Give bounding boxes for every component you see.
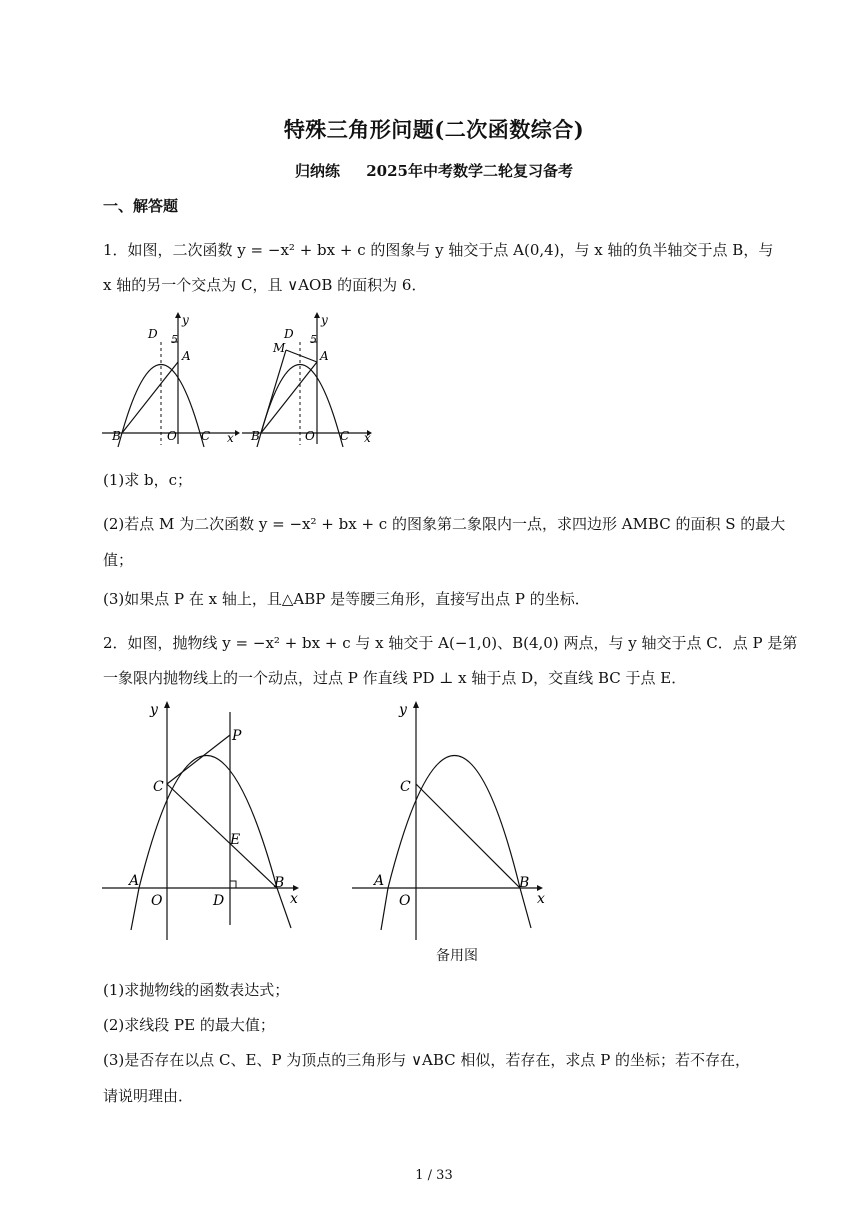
label-C: C [201, 429, 211, 443]
document-title: 特殊三角形问题(二次函数综合) [283, 117, 585, 142]
label-O: O [167, 429, 177, 443]
label-y: y [321, 313, 328, 327]
page-number: 1 / 33 [415, 1168, 453, 1183]
label-x: x [364, 431, 371, 445]
segment-CB [167, 784, 277, 888]
label-M: M [273, 341, 286, 355]
spare-figure-caption: 备用图 [436, 948, 478, 964]
document-subtitle: 归纳练 2025年中考数学二轮复习备考 [295, 162, 573, 180]
label-D: D [213, 893, 225, 909]
problem2-question1: (1)求抛物线的函数表达式； [103, 981, 290, 999]
problem1-figure-left [100, 312, 240, 447]
segment-MA [286, 350, 317, 362]
label-five: 5 [310, 333, 317, 346]
problem2-figure-spare [350, 700, 560, 945]
problem2-statement-line2: 一象限内抛物线上的一个动点，过点 P 作直线 PD ⊥ x 轴于点 D，交直线 BC 于点 E． [103, 669, 687, 687]
problem1-statement-line1: 1．如图，二次函数 y = −x² + bx + c 的图象与 y 轴交于点 A(0,4)，与 x 轴的负半轴交于点 B，与 [103, 241, 774, 259]
label-C: C [400, 779, 411, 795]
label-y: y [399, 702, 407, 718]
problem1-question1: (1)求 b，c； [103, 471, 193, 489]
right-angle-mark [230, 881, 236, 888]
section-heading: 一、解答题 [103, 197, 179, 215]
label-B: B [251, 429, 260, 443]
label-P: P [232, 728, 242, 744]
label-D: D [148, 327, 158, 341]
segment-BA [122, 362, 178, 433]
label-A: A [182, 349, 191, 363]
problem1-question2-line2: 值； [103, 551, 134, 569]
problem1-figure-right [240, 312, 380, 447]
label-O: O [305, 429, 315, 443]
label-x: x [227, 431, 234, 445]
label-C: C [153, 779, 164, 795]
label-five: 5 [171, 333, 178, 346]
problem2-question3-line2: 请说明理由． [103, 1087, 194, 1105]
segment-CB [416, 784, 520, 888]
problem2-question2: (2)求线段 PE 的最大值； [103, 1016, 275, 1034]
segment-CP [167, 735, 230, 784]
label-y: y [182, 313, 189, 327]
segment-BA [261, 362, 317, 433]
problem1-question2-line1: (2)若点 M 为二次函数 y = −x² + bx + c 的图象第二象限内一点，求四边形 AMBC 的面积 S 的最大 [103, 515, 786, 533]
label-O: O [151, 893, 163, 909]
segment-BM [261, 350, 286, 433]
label-D: D [284, 327, 294, 341]
problem2-question3-line1: (3)是否存在以点 C、E、P 为顶点的三角形与 ∨ABC 相似，若存在，求点 P 的坐标；若不存在， [103, 1051, 751, 1069]
problem1-statement-line2: x 轴的另一个交点为 C，且 ∨AOB 的面积为 6． [103, 276, 427, 294]
label-A: A [374, 873, 385, 889]
label-A: A [129, 873, 140, 889]
problem2-figure-main [100, 700, 310, 945]
label-B: B [519, 875, 530, 891]
problem1-question3: (3)如果点 P 在 x 轴上，且△ABP 是等腰三角形，直接写出点 P 的坐标． [103, 590, 590, 608]
label-B: B [112, 429, 121, 443]
label-x: x [537, 891, 545, 907]
label-E: E [230, 832, 241, 848]
label-C: C [340, 429, 350, 443]
label-y: y [150, 702, 158, 718]
label-x: x [290, 891, 298, 907]
label-A: A [320, 349, 329, 363]
label-B: B [274, 875, 285, 891]
problem2-statement-line1: 2．如图，抛物线 y = −x² + bx + c 与 x 轴交于 A(−1,0)、B(4,0) 两点，与 y 轴交于点 C．点 P 是第 [103, 634, 798, 652]
label-O: O [399, 893, 411, 909]
